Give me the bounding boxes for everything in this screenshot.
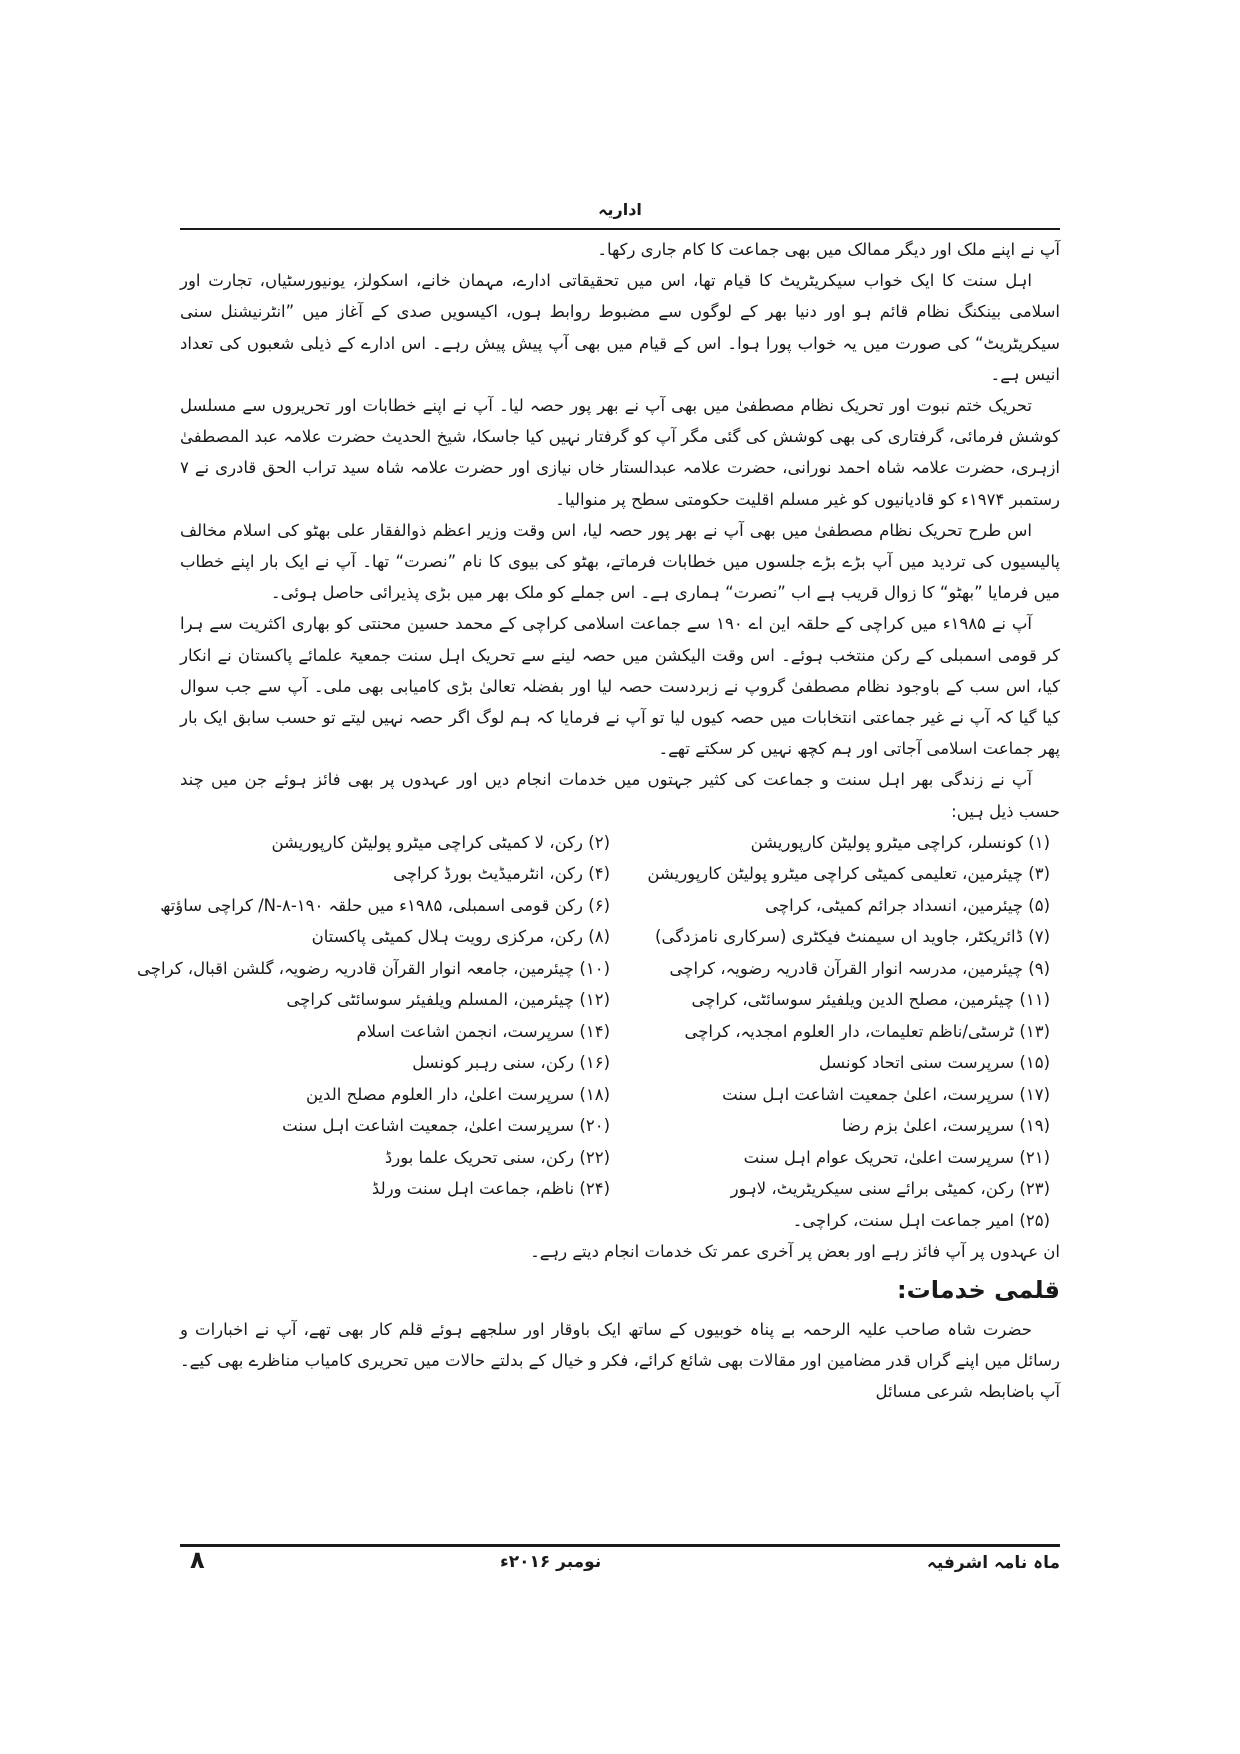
offices-list [137,827,1060,1237]
office-item: (۶) رکن قومی اسمبلی، ۱۹۸۵ء میں حلقہ ۱۹۰-۸-N/ کراچی ساؤتھ [160,895,610,915]
section-text: حضرت شاہ صاحب علیہ الرحمہ بے پناہ خوبیوں کے ساتھ ایک باوقار اور سلجھے ہوئے قلم کار بھی تھے، آپ نے اخبارات و رسائل میں اپنے گراں قدر مضامین اور مقالات بھی شائع کرائے، فکر و خیال کے بدلتے حالات میں تحریری کامیاب مناظرے بھی کیے۔ آپ باضابطہ شرعی مسائل [180,1319,1060,1401]
paragraph-4: اس طرح تحریک نظام مصطفیٰ میں بھی آپ نے بھر پور حصہ لیا، اس وقت وزیر اعظم ذوالفقار علی بھٹو کی اسلام مخالف پالیسیوں کی تردید میں آپ بڑے بڑے جلسوں میں خطابات فرماتے، بھٹو کی بیوی کا نام ”نصرت“ تھا۔ آپ نے ایک بار اپنے خطاب میں فرمایا ”بھٹو“ کا زوال قریب ہے اب ”نصرت“ ہماری ہے۔ اس جملے کو ملک بھر میں بڑی پذیرائی حاصل ہوئی۔ [180,520,1060,603]
office-item: (۲۵) امیر جماعت اہل سنت، کراچی۔ [792,1210,1050,1230]
office-item: (۵) چیئرمین، انسداد جرائم کمیٹی، کراچی [765,895,1050,915]
office-item: (۲۱) سرپرست اعلیٰ، تحریک عوام اہل سنت [743,1147,1050,1167]
journal-name: ماہ نامہ اشرفیہ [926,1553,1060,1573]
issue-date: نومبر ۲۰۱۶ء [500,1552,602,1572]
page-header: اداریہ [598,200,642,219]
page-footer [180,1546,1060,1582]
closing-line: ان عہدوں پر آپ فائز رہے اور بعض پر آخری عمر تک خدمات انجام دیتے رہے۔ [530,1242,1060,1262]
office-item: (۱۸) سرپرست اعلیٰ، دار العلوم مصلح الدین [305,1084,610,1104]
section-heading: قلمی خدمات: [897,1275,1060,1304]
office-item: (۱۰) چیئرمین، جامعہ انوار القرآن قادریہ رضویہ، گلشن اقبال، کراچی [137,958,610,978]
page-number: ۸ [190,1546,205,1574]
office-item: (۱۹) سرپرست، اعلیٰ بزم رضا [841,1116,1050,1136]
office-item: (۱۴) سرپرست، انجمن اشاعت اسلام [356,1021,610,1041]
office-item: (۱۶) رکن، سنی رہبر کونسل [412,1053,610,1073]
office-item: (۱) کونسلر، کراچی میٹرو پولیٹن کارپوریشن [750,832,1050,852]
office-item: (۲) رکن، لا کمیٹی کراچی میٹرو پولیٹن کارپوریشن [271,832,610,852]
office-item: (۱۱) چیئرمین، مصلح الدین ویلفیئر سوسائٹی، کراچی [691,990,1050,1010]
office-item: (۱۵) سرپرست سنی اتحاد کونسل [818,1053,1050,1073]
office-item: (۲۴) ناظم، جماعت اہل سنت ورلڈ [371,1179,610,1199]
office-item: (۷) ڈائریکٹر، جاوید اں سیمنٹ فیکٹری (سرکاری نامزدگی) [655,927,1050,947]
article-body [137,234,1060,1407]
paragraph-2: اہل سنت کا ایک خواب سیکریٹریٹ کا قیام تھا، اس میں تحقیقاتی ادارے، مہمان خانے، اسکولز، یونیورسٹیاں، تجارت اور اسلامی بینکنگ نظام قائم ہو اور دنیا بھر کے لوگوں سے مضبوط روابط ہوں، اکیسویں صدی کے آغاز میں ”انٹرنیشنل سنی سیکریٹریٹ“ کی صورت میں یہ خواب پورا ہوا۔ اس کے قیام میں بھی آپ پیش پیش رہے۔ اس ادارے کے ذیلی شعبوں کی تعداد انیس ہے۔ [180,271,1060,384]
office-item: (۳) چیئرمین، تعلیمی کمیٹی کراچی میٹرو پولیٹن کارپوریشن [647,864,1050,884]
office-item: (۲۰) سرپرست اعلیٰ، جمعیت اشاعت اہل سنت [282,1116,610,1136]
paragraph-1: آپ نے اپنے ملک اور دیگر ممالک میں بھی جماعت کا کام جاری رکھا۔ [597,240,1060,259]
office-item: (۲۲) رکن، سنی تحریک علما بورڈ [384,1147,610,1167]
office-item: (۱۷) سرپرست، اعلیٰ جمعیت اشاعت اہل سنت [722,1084,1050,1104]
office-item: (۱۲) چیئرمین، المسلم ویلفیئر سوسائٹی کراچی [286,990,610,1010]
office-item: (۲۳) رکن، کمیٹی برائے سنی سیکریٹریٹ، لاہور [730,1179,1050,1199]
paragraph-6: آپ نے زندگی بھر اہل سنت و جماعت کی کثیر جہتوں میں خدمات انجام دیں اور عہدوں پر بھی فائز ہوئے جن میں چند حسب ذیل ہیں: [180,770,1060,821]
paragraph-5: آپ نے ۱۹۸۵ء میں کراچی کے حلقہ این اے ۱۹۰ سے جماعت اسلامی کراچی کے محمد حسین محنتی کو بھاری اکثریت سے ہرا کر قومی اسمبلی کے رکن منتخب ہوئے۔ اس وقت الیکشن میں حصہ لینے سے تحریک اہل سنت جمعیۃ علمائے پاکستان نے انکار کیا، اس سب کے باوجود نظام مصطفیٰ گروپ نے زبردست حصہ لیا اور بفضلہ تعالیٰ بڑی کامیابی بھی ملی۔ آپ سے جب سوال کیا گیا کہ آپ نے غیر جماعتی انتخابات میں حصہ کیوں لیا تو آپ نے فرمایا کہ ہم لوگ اگر حصہ نہیں لیتے تو حسب سابق ایک بار پھر جماعت اسلامی آجاتی اور ہم کچھ نہیں کر سکتے تھے۔ [180,614,1060,759]
paragraph-3: تحریک ختم نبوت اور تحریک نظام مصطفیٰ میں بھی آپ نے بھر پور حصہ لیا۔ آپ نے اپنے خطابات اور تحریروں سے مسلسل کوشش فرمائی، گرفتاری کی بھی کوشش کی گئی مگر آپ کو گرفتار نہیں کیا جاسکا، شیخ الحدیث حضرت علامہ عبد المصطفیٰ ازہری، حضرت علامہ شاہ احمد نورانی، حضرت علامہ عبدالستار خاں نیازی اور حضرت علامہ شاہ سید تراب الحق قادری نے ۷ رستمبر ۱۹۷۴ء کو قادیانیوں کو غیر مسلم اقلیت حکومتی سطح پر منوالیا۔ [180,396,1060,509]
office-item: (۹) چیئرمین، مدرسہ انوار القرآن قادریہ رضویہ، کراچی [669,958,1050,978]
office-item: (۱۳) ٹرسٹی/ناظم تعلیمات، دار العلوم امجدیہ، کراچی [684,1021,1050,1041]
footer-rule [180,1544,1060,1547]
header-rule [180,228,1060,230]
office-item: (۴) رکن، انٹرمیڈیٹ بورڈ کراچی [393,864,610,884]
office-item: (۸) رکن، مرکزی رویت ہلال کمیٹی پاکستان [311,927,610,947]
